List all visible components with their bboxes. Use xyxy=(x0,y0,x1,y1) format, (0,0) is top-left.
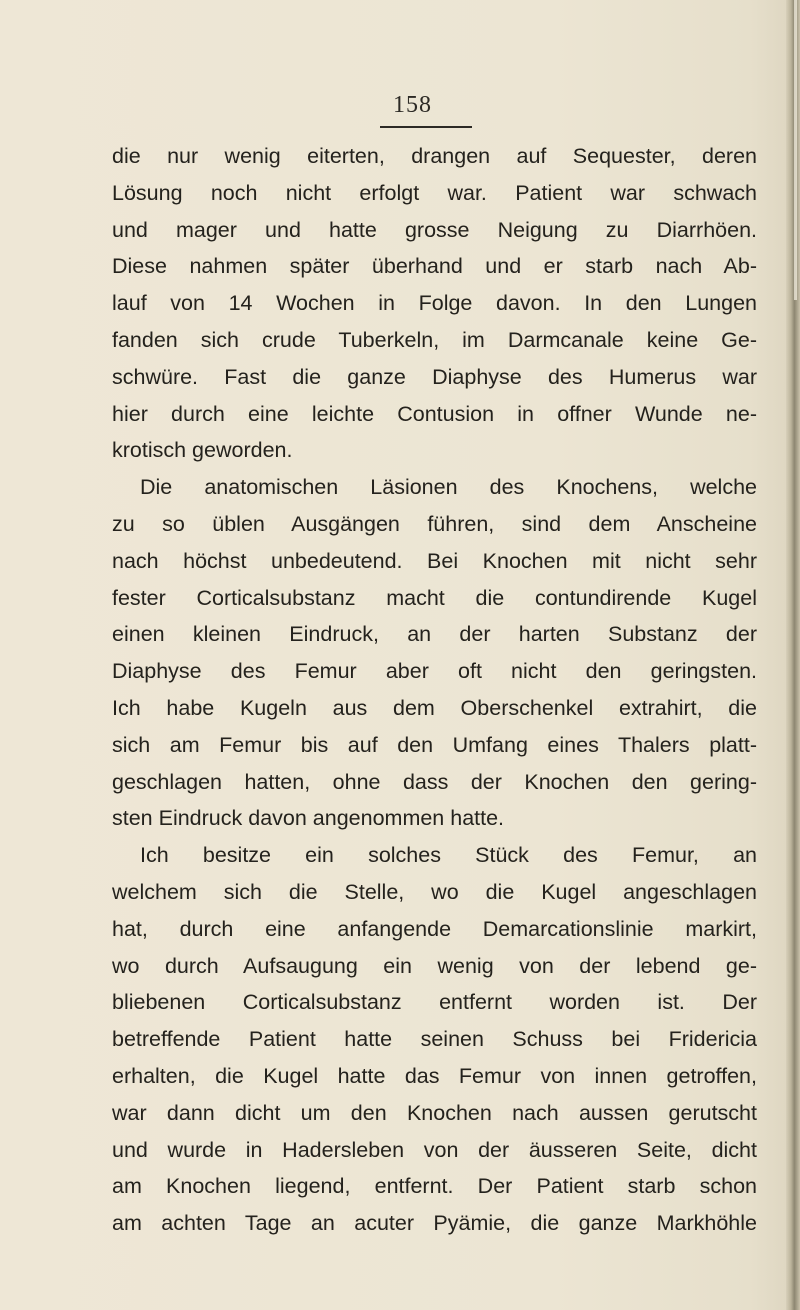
text-line: schwüre. Fast die ganze Diaphyse des Humerus war xyxy=(112,364,757,389)
text-line: am achten Tage an acuter Pyämie, die ganze Markhöhle xyxy=(112,1211,757,1236)
text-line: am Knochen liegend, entfernt. Der Patient starb schon xyxy=(112,1174,757,1199)
text-line: hier durch eine leichte Contusion in offner Wunde ne- xyxy=(112,401,757,426)
page-number-underline xyxy=(380,126,472,128)
text-line: Diese nahmen später überhand und er starb nach Ab- xyxy=(112,254,757,279)
text-line: hat, durch eine anfangende Demarcationslinie markirt, xyxy=(112,916,757,941)
text-line: sten Eindruck davon angenommen hatte. xyxy=(112,806,505,831)
text-line: Ich besitze ein solches Stück des Femur, an xyxy=(140,843,757,868)
text-line: geschlagen hatten, ohne dass der Knochen den gering- xyxy=(112,769,757,794)
page-edge-shadow xyxy=(786,0,800,1310)
text-line: erhalten, die Kugel hatte das Femur von innen getroffen, xyxy=(112,1063,757,1088)
text-line: betreffende Patient hatte seinen Schuss bei Fridericia xyxy=(112,1027,757,1052)
text-line: wo durch Aufsaugung ein wenig von der lebend ge- xyxy=(112,953,757,978)
text-line: welchem sich die Stelle, wo die Kugel angeschlagen xyxy=(112,879,757,904)
text-line: lauf von 14 Wochen in Folge davon. In den Lungen xyxy=(112,291,757,316)
page-number: 158 xyxy=(393,92,432,118)
text-line: und mager und hatte grosse Neigung zu Diarrhöen. xyxy=(112,217,757,242)
paragraph-2 xyxy=(112,469,757,837)
text-line: die nur wenig eiterten, drangen auf Sequester, deren xyxy=(112,144,757,168)
page-edge-highlight xyxy=(794,0,797,300)
paragraph-3 xyxy=(112,837,757,1242)
text-line: Lösung noch nicht erfolgt war. Patient war schwach xyxy=(112,180,757,205)
text-line: Ich habe Kugeln aus dem Oberschenkel extrahirt, die xyxy=(112,695,757,720)
text-line: fester Corticalsubstanz macht die contundirende Kugel xyxy=(112,585,757,610)
text-line: fanden sich crude Tuberkeln, im Darmcanale keine Ge- xyxy=(112,327,757,352)
text-line: Diaphyse des Femur aber oft nicht den geringsten. xyxy=(112,659,757,684)
text-line: krotisch geworden. xyxy=(112,438,293,463)
text-line: sich am Femur bis auf den Umfang eines Thalers platt- xyxy=(112,732,757,757)
text-line: nach höchst unbedeutend. Bei Knochen mit nicht sehr xyxy=(112,548,757,573)
paragraph-1 xyxy=(112,138,757,469)
text-line: zu so üblen Ausgängen führen, sind dem Anscheine xyxy=(112,511,757,536)
text-line: Die anatomischen Läsionen des Knochens, welche xyxy=(140,475,757,500)
text-line: war dann dicht um den Knochen nach aussen gerutscht xyxy=(112,1100,757,1125)
text-line: und wurde in Hadersleben von der äusseren Seite, dicht xyxy=(112,1137,757,1162)
text-line: einen kleinen Eindruck, an der harten Substanz der xyxy=(112,622,757,647)
body-text xyxy=(112,138,757,1242)
text-line: bliebenen Corticalsubstanz entfernt worden ist. Der xyxy=(112,990,757,1015)
